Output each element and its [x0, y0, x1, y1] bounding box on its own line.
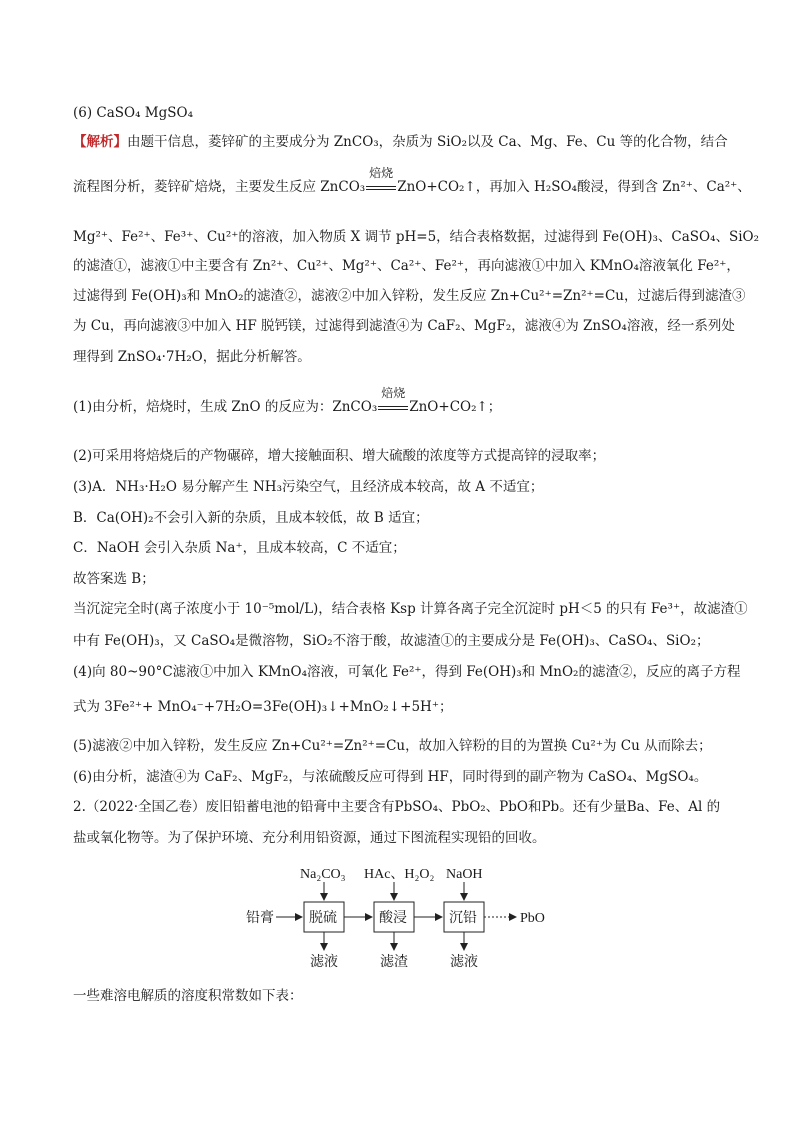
answer-3c: C．NaOH 会引入杂质 Na⁺，且成本较高，C 不适宜； — [73, 540, 406, 556]
flow-reagent-1: Na₂CO₃ — [300, 867, 346, 882]
table-intro: 一些难溶电解质的溶度积常数如下表： — [73, 988, 303, 1004]
reaction-condition: 焙烧 — [365, 179, 397, 197]
flow-output-3: 滤液 — [450, 955, 478, 970]
answer-4a: (4)向 80~90°C滤液①中加入 KMnO₄溶液，可氧化 Fe²⁺，得到 Fe(OH)₃和 MnO₂的滤渣②，反应的离子方程 — [73, 664, 741, 680]
answer-3-d1: 当沉淀完全时(离子浓度小于 10⁻⁵mol/L)，结合表格 Ksp 计算各离子完全沉淀时 pH＜5 的只有 Fe³⁺，故滤渣① — [73, 601, 748, 617]
answer-4b: 式为 3Fe²⁺+ MnO₄⁻+7H₂O=3Fe(OH)₃↓+MnO₂↓+5H⁺； — [73, 699, 453, 715]
answer-1: (1)由分析，焙烧时，生成 ZnO 的反应为：ZnCO₃ 焙烧 ZnO+CO₂↑； — [73, 386, 502, 415]
flow-reagent-2: HAc、H₂O₂ — [364, 867, 435, 882]
analysis-line-2: 流程图分析，菱锌矿焙烧，主要发生反应 ZnCO₃ 焙烧 ZnO+CO₂↑，再加入 H₂SO₄酸浸，得到含 Zn²⁺、Ca²⁺、 — [73, 166, 751, 195]
answer-6: (6) CaSO₄ MgSO₄ — [73, 105, 194, 121]
flow-output-2: 滤渣 — [380, 955, 408, 970]
analysis-line-6: 为 Cu，再向滤液③中加入 HF 脱钙镁，过滤得到滤渣④为 CaF₂、MgF₂，滤液④为 ZnSO₄溶液，经一系列处 — [73, 318, 735, 334]
answer-3-d2: 中有 Fe(OH)₃，又 CaSO₄是微溶物，SiO₂不溶于酸，故滤渣①的主要成分是 Fe(OH)₃、CaSO₄、SiO₂； — [73, 633, 710, 649]
analysis-line-1: 【解析】由题干信息，菱锌矿的主要成分为 ZnCO₃，杂质为 SiO₂以及 Ca、Mg、Fe、Cu 等的化合物，结合 — [73, 134, 728, 150]
answer-3-choice: 故答案选 B； — [73, 571, 155, 587]
analysis-line-5: 过滤得到 Fe(OH)₃和 MnO₂的滤渣②，滤液②中加入锌粉，发生反应 Zn+Cu²⁺=Zn²⁺=Cu，过滤后得到滤渣③ — [73, 288, 746, 304]
analysis-line-4: 的滤渣①，滤液①中主要含有 Zn²⁺、Cu²⁺、Mg²⁺、Ca²⁺、Fe²⁺，再向滤液①中加入 KMnO₄溶液氧化 Fe²⁺， — [73, 258, 740, 274]
reaction-condition-2: 焙烧 — [377, 399, 409, 417]
flow-step-3-label: 沉铅 — [449, 911, 477, 926]
question-2-line-1: 2.（2022·全国乙卷）废旧铅蓄电池的铅膏中主要含有PbSO₄、PbO₂、PbO和Pb。还有少量Ba、Fe、Al 的 — [73, 799, 721, 815]
flow-reagent-3: NaOH — [446, 867, 483, 882]
analysis-line-7: 理得到 ZnSO₄·7H₂O，据此分析解答。 — [73, 349, 311, 365]
answer-6-analysis: (6)由分析，滤渣④为 CaF₂、MgF₂，与浓硫酸反应可得到 HF，同时得到的副产物为 CaSO₄、MgSO₄。 — [73, 769, 708, 785]
flow-step-2-label: 酸浸 — [379, 911, 407, 926]
flow-step-1-label: 脱硫 — [309, 911, 337, 926]
flow-output-1: 滤液 — [310, 955, 338, 970]
flow-product-label: PbO — [520, 911, 545, 926]
answer-2: (2)可采用将焙烧后的产物碾碎，增大接触面积、增大硫酸的浓度等方式提高锌的浸取率； — [73, 448, 606, 464]
analysis-line-3: Mg²⁺、Fe²⁺、Fe³⁺、Cu²⁺的溶液，加入物质 X 调节 pH=5，结合表格数据，过滤得到 Fe(OH)₃、CaSO₄、SiO₂ — [73, 229, 760, 245]
analysis-tag: 【解析】 — [73, 134, 127, 150]
flow-input-label: 铅膏 — [246, 911, 274, 926]
answer-5: (5)滤液②中加入锌粉，发生反应 Zn+Cu²⁺=Zn²⁺=Cu，故加入锌粉的目的为置换 Cu²⁺为 Cu 从而除去； — [73, 738, 712, 754]
answer-3a: (3)A．NH₃·H₂O 易分解产生 NH₃污染空气，且经济成本较高，故 A 不适宜； — [73, 479, 544, 495]
question-2-line-2: 盐或氧化物等。为了保护环境、充分利用铅资源，通过下图流程实现铅的回收。 — [73, 830, 546, 846]
answer-3b: B．Ca(OH)₂不会引入新的杂质，且成本较低，故 B 适宜； — [73, 510, 429, 526]
